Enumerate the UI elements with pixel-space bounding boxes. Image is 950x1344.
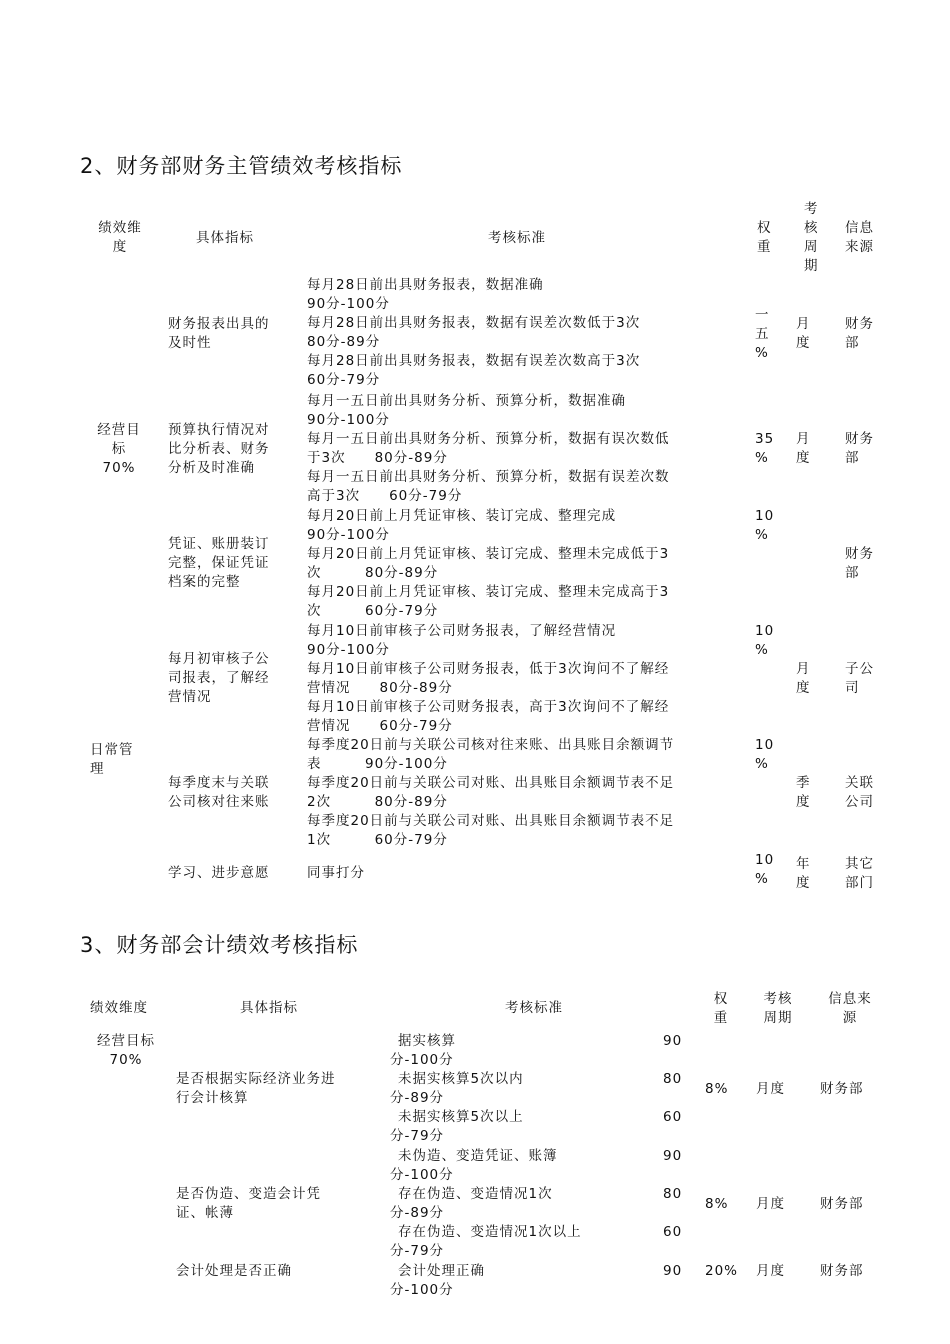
s3-score-3-1: 90 xyxy=(663,1263,683,1279)
cycle-learning: 年 度 xyxy=(796,856,811,891)
s3-score-2-2: 80 xyxy=(663,1186,683,1202)
source-learning: 其它 部门 xyxy=(845,856,874,891)
s3-range-2-3: 分-79分 xyxy=(390,1243,445,1259)
s3-weight-3: 20% xyxy=(705,1263,739,1279)
s3-cycle-3: 月度 xyxy=(756,1263,785,1279)
source-report-timeliness: 财务 部 xyxy=(845,316,874,351)
weight-voucher-binding: 10 % xyxy=(755,508,775,543)
header-standard: 考核标准 xyxy=(488,230,546,246)
header-cycle: 考 核 周 期 xyxy=(804,201,819,274)
section3-title: 3、财务部会计绩效考核指标 xyxy=(80,933,359,957)
weight-learning: 10 % xyxy=(755,852,775,887)
s3-range-3-1: 分-100分 xyxy=(390,1282,454,1298)
header-source: 信息 来源 xyxy=(845,220,874,255)
weight-report-timeliness: 一 五 % xyxy=(755,307,770,361)
s3-header-cycle: 考核 周期 xyxy=(763,991,793,1026)
s3-header-indicator: 具体指标 xyxy=(240,1000,298,1016)
s3-range-2-2: 分-89分 xyxy=(390,1205,445,1221)
s3-header-dimension: 绩效维度 xyxy=(90,1000,148,1016)
standard-subsidiary-review: 每月10日前审核子公司财务报表，了解经营情况 90分-100分 每月10日前审核子公司财务报表，低于3次询问不了解经 营情况 80分-89分 每月10日前审核子公司财务报表，高于3次询问不了解经 营情况 60分-79分 xyxy=(307,623,670,734)
cycle-related-party: 季 度 xyxy=(796,775,811,810)
s3-header-source: 信息来 源 xyxy=(828,991,872,1026)
s3-indicator-accounting-correct: 会计处理是否正确 xyxy=(176,1263,292,1279)
source-budget-analysis: 财务 部 xyxy=(845,431,874,466)
s3-range-1-3: 分-79分 xyxy=(390,1128,445,1144)
standard-report-timeliness: 每月28日前出具财务报表，数据准确 90分-100分 每月28日前出具财务报表，数据有误差次数低于3次 80分-89分 每月28日前出具财务报表，数据有误差次数高于3次 60分-79分 xyxy=(307,277,641,388)
cycle-report-timeliness: 月 度 xyxy=(796,316,811,351)
s3-standard-3-1: 会计处理正确 xyxy=(398,1263,485,1279)
source-subsidiary-review: 子公 司 xyxy=(845,661,874,696)
dimension-daily: 日常管 理 xyxy=(90,742,134,777)
s3-indicator-forgery: 是否伪造、变造会计凭 证、帐薄 xyxy=(176,1186,321,1221)
weight-related-party: 10 % xyxy=(755,737,775,772)
weight-subsidiary-review: 10 % xyxy=(755,623,775,658)
indicator-report-timeliness: 财务报表出具的 及时性 xyxy=(168,316,270,351)
s3-range-1-1: 分-100分 xyxy=(390,1052,454,1068)
s3-standard-2-1: 未伪造、变造凭证、账簿 xyxy=(398,1148,558,1164)
indicator-related-party: 每季度末与关联 公司核对往来账 xyxy=(168,775,270,810)
standard-budget-analysis: 每月一五日前出具财务分析、预算分析，数据准确 90分-100分 每月一五日前出具财务分析、预算分析，数据有误次数低 于3次 80分-89分 每月一五日前出具财务分析、预算分析，数据有误差次数 高于3次 60分-79分 xyxy=(307,393,670,504)
s3-dimension-business: 经营目标 70% xyxy=(97,1033,155,1068)
s3-range-1-2: 分-89分 xyxy=(390,1090,445,1106)
s3-header-weight: 权 重 xyxy=(713,991,729,1026)
standard-related-party: 每季度20日前与关联公司核对往来账、出具账目余额调节 表 90分-100分 每季度20日前与关联公司对账、出具账目余额调节表不足 2次 80分-89分 每季度20日前与关联公司对账、出具账目余额调节表不足 1次 60分-79分 xyxy=(307,737,675,848)
indicator-voucher-binding: 凭证、账册装订 完整，保证凭证 档案的完整 xyxy=(168,536,270,590)
s3-weight-2: 8% xyxy=(705,1196,729,1212)
section2-title: 2、财务部财务主管绩效考核指标 xyxy=(80,154,403,178)
s3-header-standard: 考核标准 xyxy=(505,1000,563,1016)
indicator-subsidiary-review: 每月初审核子公 司报表，了解经 营情况 xyxy=(168,651,270,705)
source-related-party: 关联 公司 xyxy=(845,775,874,810)
s3-source-2: 财务部 xyxy=(820,1196,864,1212)
s3-cycle-1: 月度 xyxy=(756,1081,785,1097)
header-dimension: 绩效维 度 xyxy=(98,220,142,255)
s3-source-3: 财务部 xyxy=(820,1263,864,1279)
s3-standard-1-3: 未据实核算5次以上 xyxy=(398,1109,524,1125)
cycle-budget-analysis: 月 度 xyxy=(796,431,811,466)
s3-weight-1: 8% xyxy=(705,1081,729,1097)
s3-score-2-1: 90 xyxy=(663,1148,683,1164)
s3-score-2-3: 60 xyxy=(663,1224,683,1240)
weight-budget-analysis: 35 % xyxy=(755,431,775,466)
standard-learning: 同事打分 xyxy=(307,865,365,881)
indicator-learning: 学习、进步意愿 xyxy=(168,865,270,881)
s3-score-1-2: 80 xyxy=(663,1071,683,1087)
dimension-business: 经营目 标 70% xyxy=(97,422,141,476)
standard-voucher-binding: 每月20日前上月凭证审核、装订完成、整理完成 90分-100分 每月20日前上月凭证审核、装订完成、整理未完成低于3 次 80分-89分 每月20日前上月凭证审核、装订完成、整理未完成高于3 次 60分-79分 xyxy=(307,508,670,619)
header-weight: 权 重 xyxy=(757,220,772,255)
s3-range-2-1: 分-100分 xyxy=(390,1167,454,1183)
s3-score-1-1: 90 xyxy=(663,1033,683,1049)
cycle-subsidiary-review: 月 度 xyxy=(796,661,811,696)
s3-cycle-2: 月度 xyxy=(756,1196,785,1212)
s3-standard-2-2: 存在伪造、变造情况1次 xyxy=(398,1186,553,1202)
s3-standard-1-1: 据实核算 xyxy=(398,1033,456,1049)
indicator-budget-analysis: 预算执行情况对 比分析表、财务 分析及时准确 xyxy=(168,422,270,476)
s3-standard-1-2: 未据实核算5次以内 xyxy=(398,1071,524,1087)
header-indicator: 具体指标 xyxy=(196,230,254,246)
source-voucher-binding: 财务 部 xyxy=(845,546,874,581)
s3-score-1-3: 60 xyxy=(663,1109,683,1125)
s3-indicator-actual-accounting: 是否根据实际经济业务进 行会计核算 xyxy=(176,1071,336,1106)
s3-standard-2-3: 存在伪造、变造情况1次以上 xyxy=(398,1224,582,1240)
s3-source-1: 财务部 xyxy=(820,1081,864,1097)
